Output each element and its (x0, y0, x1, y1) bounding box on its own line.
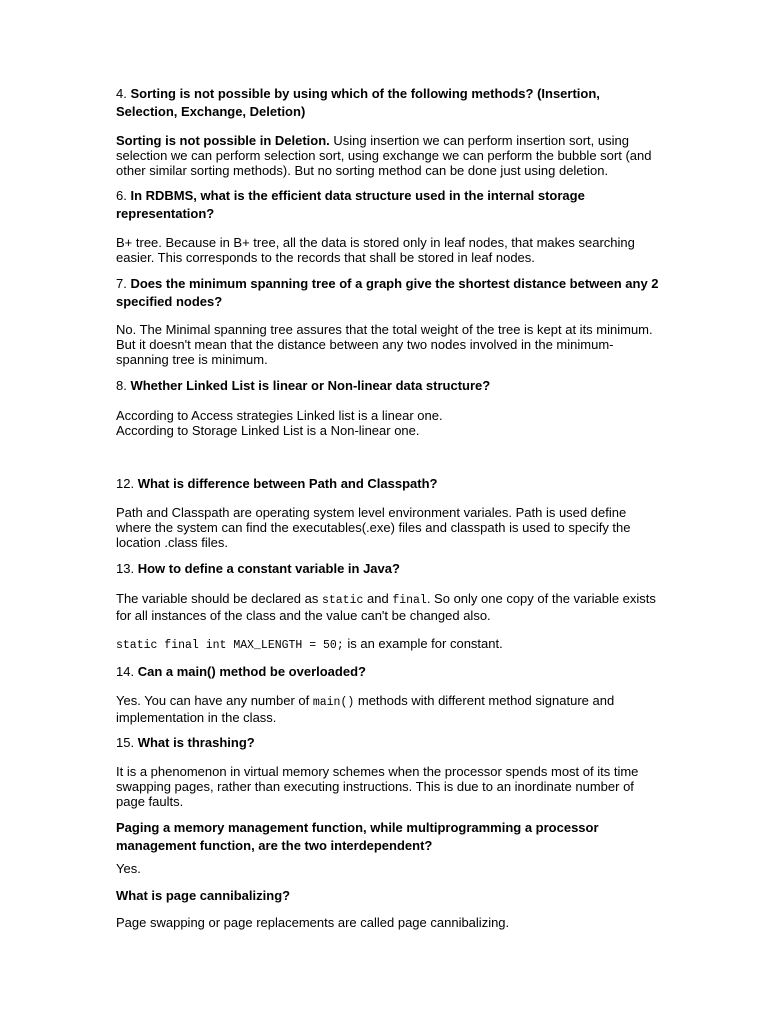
answer-text: B+ tree. Because in B+ tree, all the data is stored only in leaf nodes, that makes searching easier. This corresponds to the records that shall be stored in leaf nodes. (116, 235, 635, 265)
answer-line: According to Access strategies Linked list is a linear one. (116, 408, 443, 423)
question-6 (116, 187, 661, 222)
answer-13 (116, 591, 661, 623)
answer-text: Using insertion we can perform insertion sort, using selection we can perform selection sort, using exchange we can perform the bubble sort (and other similar sorting methods). But no sorting method can be done just using deletion. (116, 133, 652, 178)
example-13 (116, 636, 661, 653)
question-number: 12. (116, 476, 135, 491)
question-text: Paging a memory management function, while multiprogramming a processor management function, are the two interdependent? (116, 820, 599, 853)
question-text: What is difference between Path and Classpath? (137, 476, 438, 491)
question-text: Whether Linked List is linear or Non-linear data structure? (130, 378, 491, 393)
code-example: static final int MAX_LENGTH = 50; (116, 639, 344, 652)
question-number: 14. (116, 664, 135, 679)
code-keyword: static (321, 594, 364, 607)
answer-line: According to Storage Linked List is a Non-linear one. (116, 423, 420, 438)
answer-14 (116, 693, 661, 725)
answer-12 (116, 505, 661, 550)
answer-text: The variable should be declared as (116, 591, 322, 606)
code-keyword: main() (312, 696, 355, 709)
question-14 (116, 663, 661, 681)
answer-cannibalizing (116, 915, 661, 930)
answer-paging (116, 861, 661, 876)
answer-8 (116, 408, 661, 438)
question-cannibalizing (116, 887, 661, 905)
question-text: What is thrashing? (137, 735, 255, 750)
answer-text: It is a phenomenon in virtual memory schemes when the processor spends most of its time swapping pages, rather than executing instructions. This is due to an inordinate number of page faults. (116, 764, 639, 809)
question-number: 13. (116, 561, 135, 576)
answer-4 (116, 133, 661, 178)
answer-text: No. The Minimal spanning tree assures that the total weight of the tree is kept at its minimum. But it doesn't mean that the distance between any two nodes involved in the minimum-spanning tree is minimum. (116, 322, 653, 367)
question-7 (116, 275, 661, 310)
answer-text: . So only one copy of the variable exists for all instances of the class and the value can't be changed also. (116, 591, 656, 623)
answer-7 (116, 322, 661, 367)
question-12 (116, 475, 661, 493)
question-13 (116, 560, 661, 578)
question-text: What is page cannibalizing? (116, 888, 291, 903)
answer-text: methods with different method signature and implementation in the class. (116, 693, 615, 725)
answer-text: and (363, 591, 393, 606)
question-paging (116, 819, 661, 854)
question-number: 15. (116, 735, 135, 750)
question-number: 8. (116, 378, 127, 393)
answer-text: Yes. You can have any number of (116, 693, 313, 708)
answer-lead: Sorting is not possible in Deletion. (116, 133, 330, 148)
question-text: Sorting is not possible by using which of the following methods? (Insertion, Selection, Exchange, Deletion) (116, 86, 600, 119)
answer-15 (116, 764, 661, 809)
question-text: Can a main() method be overloaded? (137, 664, 366, 679)
question-15 (116, 734, 661, 752)
answer-text: Yes. (116, 861, 141, 876)
question-8 (116, 377, 661, 395)
question-text: Does the minimum spanning tree of a graph give the shortest distance between any 2 specified nodes? (116, 276, 659, 309)
example-text: is an example for constant. (343, 636, 503, 651)
question-number: 7. (116, 276, 127, 291)
answer-text: Page swapping or page replacements are called page cannibalizing. (116, 915, 510, 930)
question-text: How to define a constant variable in Java? (137, 561, 400, 576)
answer-6 (116, 235, 661, 265)
question-4 (116, 85, 661, 120)
question-number: 4. (116, 86, 127, 101)
question-text: In RDBMS, what is the efficient data structure used in the internal storage representation? (116, 188, 585, 221)
answer-text: Path and Classpath are operating system level environment variales. Path is used define where the system can find the executables(.exe) files and classpath is used to specify the location .class files. (116, 505, 631, 550)
code-keyword: final (392, 594, 427, 607)
question-number: 6. (116, 188, 127, 203)
